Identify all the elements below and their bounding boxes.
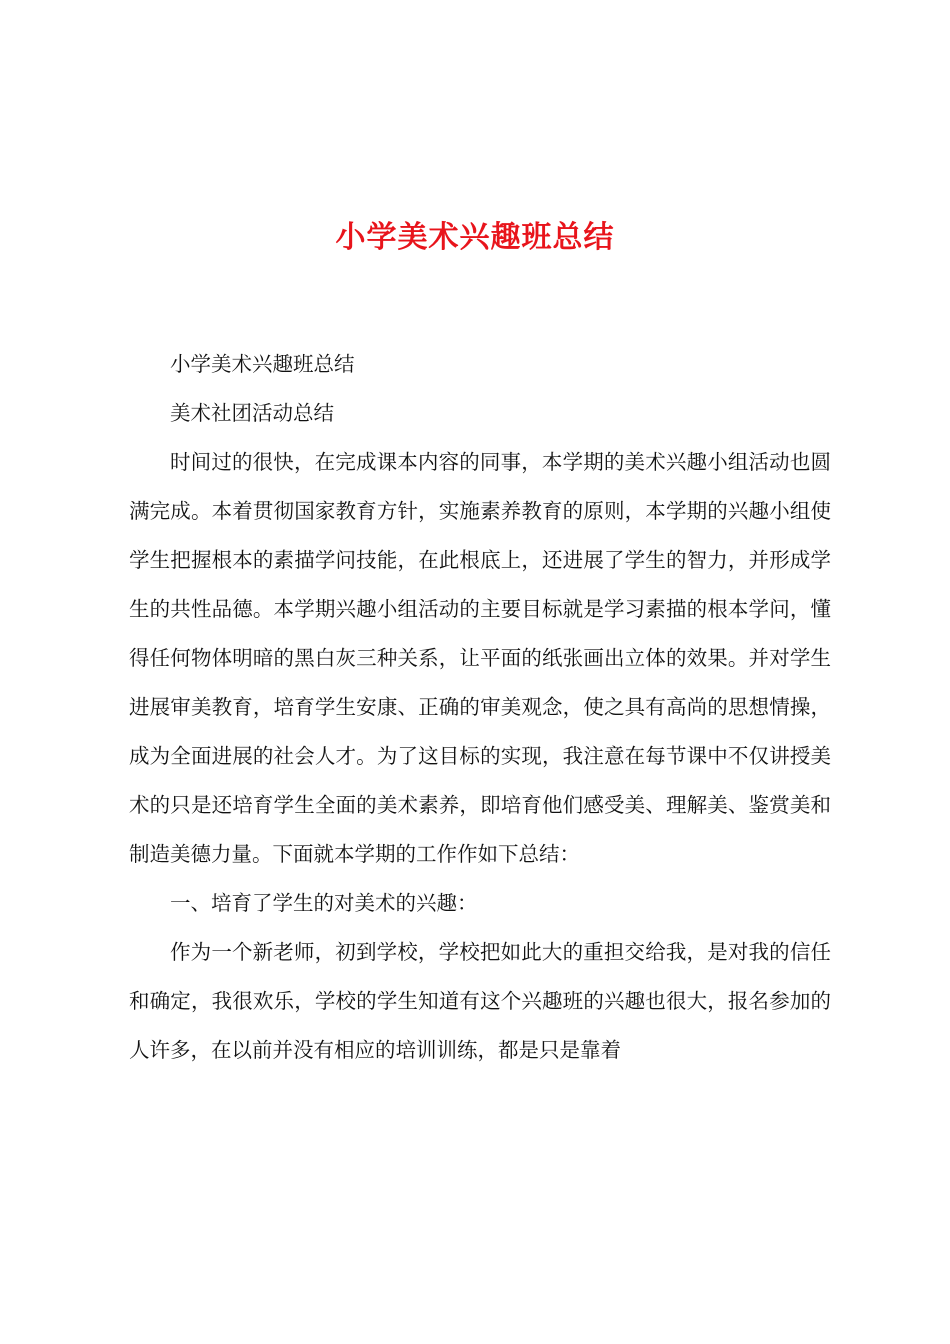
paragraph-subtitle: 小学美术兴趣班总结 <box>170 352 355 376</box>
document-body <box>129 340 831 1075</box>
paragraph-heading-1: 一、培育了学生的对美术的兴趣： <box>170 891 478 915</box>
paragraph-body-1: 作为一个新老师，初到学校，学校把如此大的重担交给我，是对我的信任和确定，我很欢乐，学校的学生知道有这个兴趣班的兴趣也很大，报名参加的人许多，在以前并没有相应的培训训练，都是只是靠着 <box>129 940 831 1062</box>
paragraph-section-heading: 美术社团活动总结 <box>170 401 334 425</box>
paragraph-intro: 时间过的很快，在完成课本内容的同事，本学期的美术兴趣小组活动也圆满完成。本着贯彻国家教育方针，实施素养教育的原则，本学期的兴趣小组使学生把握根本的素描学问技能，在此根底上，还进展了学生的智力，并形成学生的共性品德。本学期兴趣小组活动的主要目标就是学习素描的根本学问，懂得任何物体明暗的黑白灰三种关系，让平面的纸张画出立体的效果。并对学生进展审美教育，培育学生安康、正确的审美观念，使之具有高尚的思想情操，成为全面进展的社会人才。为了这目标的实现，我注意在每节课中不仅讲授美术的只是还培育学生全面的美术素养，即培育他们感受美、理解美、鉴赏美和制造美德力量。下面就本学期的工作作如下总结： <box>129 450 831 866</box>
document-title: 小学美术兴趣班总结 <box>335 220 615 255</box>
